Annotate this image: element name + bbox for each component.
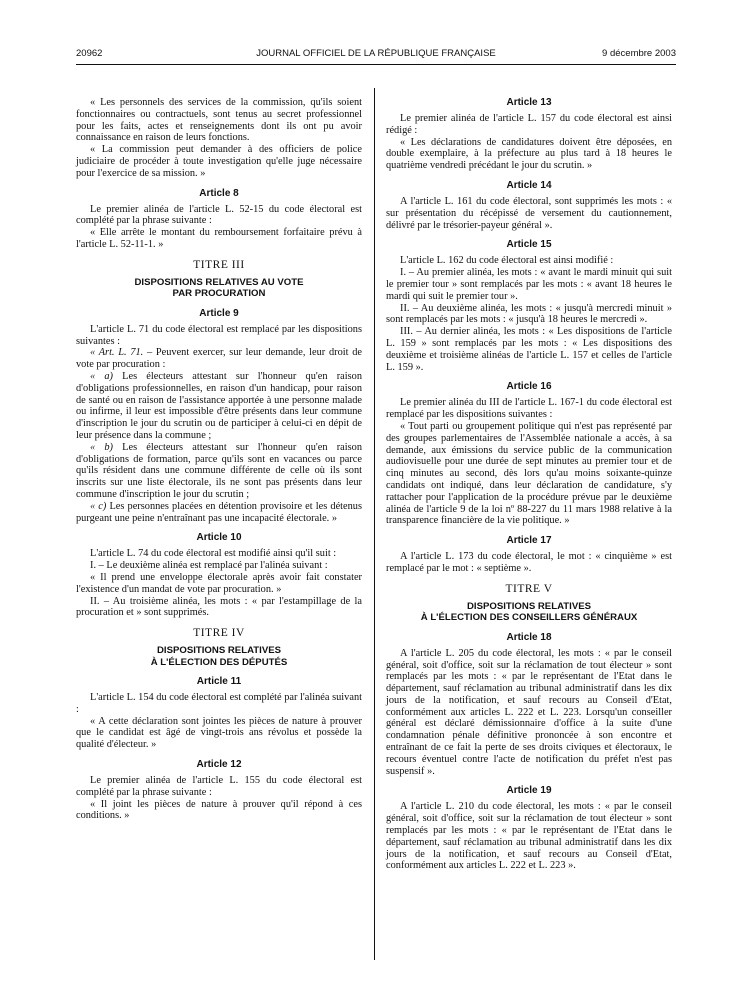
article-12-heading: Article 12 bbox=[196, 759, 242, 771]
article-17-heading: Article 17 bbox=[506, 535, 552, 547]
paragraph: « Elle arrête le montant du remboursement forfaitaire prévu à l'article L. 52-11-1. » bbox=[76, 227, 362, 250]
titre-5-heading: TITRE V bbox=[505, 582, 553, 595]
subtitle-line: À L'ÉLECTION DES DÉPUTÉS bbox=[150, 656, 288, 668]
left-column bbox=[76, 97, 362, 822]
subtitle-line: PAR PROCURATION bbox=[172, 288, 266, 300]
subtitle-line: DISPOSITIONS RELATIVES AU VOTE bbox=[134, 276, 304, 288]
paragraph: Le premier alinéa de l'article L. 157 du code électoral est ainsi rédigé : bbox=[386, 113, 672, 136]
paragraph bbox=[76, 501, 362, 525]
italic-ref: « a) bbox=[90, 370, 113, 382]
titre-3-heading: TITRE III bbox=[193, 258, 245, 271]
paragraph: Le premier alinéa de l'article L. 155 du code électoral est complété par la phrase suivante : bbox=[76, 775, 362, 798]
article-15-heading: Article 15 bbox=[506, 239, 552, 251]
paragraph: « A cette déclaration sont jointes les pièces de nature à prouver que le candidat est âgé de vingt-trois ans révolus et possède la qualité d'électeur. » bbox=[76, 715, 362, 751]
text: – Peuvent exercer, sur leur demande, leur droit de vote par procuration : bbox=[76, 347, 362, 371]
paragraph: L'article L. 74 du code électoral est modifié ainsi qu'il suit : bbox=[90, 548, 337, 560]
paragraph: « Les déclarations de candidatures doivent être déposées, en double exemplaire, à la préfecture au plus tard à 18 heures le quatrième vendredi précédant le jour du scrutin. » bbox=[386, 136, 672, 172]
subtitle-line: DISPOSITIONS RELATIVES bbox=[466, 600, 592, 612]
text: Les électeurs attestant sur l'honneur qu'en raison d'obligations de formation, parce qu'ils sont en vacances ou parce qu'ils résident dans une commune différente de celle où ils sont inscrits sur une liste électorale, ils ne sont pas présents dans leur commune d'inscription le jour du scrutin ; bbox=[76, 441, 363, 500]
titre-4-heading: TITRE IV bbox=[193, 627, 245, 640]
article-18-heading: Article 18 bbox=[506, 631, 552, 643]
titre-3-subtitle bbox=[76, 277, 362, 300]
header-rule bbox=[76, 64, 676, 65]
paragraph: A l'article L. 161 du code électoral, sont supprimés les mots : « sur présentation du récépissé de versement du cautionnement, délivré par le trésorier-payeur général ». bbox=[386, 195, 672, 231]
article-14-heading: Article 14 bbox=[506, 179, 552, 191]
paragraph: « Il prend une enveloppe électorale après avoir fait constater l'existence d'un mandat de vote par procuration. » bbox=[76, 571, 362, 595]
paragraph: Le premier alinéa de l'article L. 52-15 du code électoral est complété par la phrase suivante : bbox=[76, 203, 362, 227]
paragraph: A l'article L. 205 du code électoral, les mots : « par le conseil général, soit d'office, soit sur la réclamation de tout électeur » sont remplacés par les mots : « par le représentant de l'Etat dans le département, sauf réclamation au tribunal administratif dans les dix jours de la notification, et sauf recours au Conseil d'Etat, conformément aux articles L. 222 et L. 223. Lorsqu'un conseiller général est déclaré démissionnaire d'office à la suite d'une condamnation pénale définitive prononcée à son encontre et entraînant de ce fait la perte de ses droits civiques et électoraux, le recours éventuel contre l'acte de notification du préfet n'est pas suspensif ». bbox=[386, 647, 672, 777]
article-16-heading: Article 16 bbox=[506, 381, 552, 393]
paragraph bbox=[76, 371, 362, 442]
subtitle-line: À L'ÉLECTION DES CONSEILLERS GÉNÉRAUX bbox=[420, 612, 638, 624]
italic-ref: « c) bbox=[90, 500, 107, 512]
article-8-heading: Article 8 bbox=[199, 187, 239, 199]
article-10-heading: Article 10 bbox=[196, 532, 242, 544]
article-19-heading: Article 19 bbox=[506, 785, 552, 797]
page-header bbox=[76, 48, 676, 62]
paragraph: L'article L. 162 du code électoral est ainsi modifié : bbox=[400, 255, 614, 267]
article-11-heading: Article 11 bbox=[196, 676, 242, 688]
column-divider bbox=[374, 88, 375, 960]
italic-ref: « b) bbox=[90, 441, 113, 453]
page-number: 20962 bbox=[76, 48, 103, 59]
subtitle-line: DISPOSITIONS RELATIVES bbox=[156, 645, 282, 657]
paragraph: II. – Au deuxième alinéa, les mots : « jusqu'à mercredi minuit » sont remplacés par les mots : « jusqu'à 18 heures le mercredi ». bbox=[386, 302, 672, 326]
paragraph: A l'article L. 173 du code électoral, le mot : « cinquième » est remplacé par le mot : « septième ». bbox=[386, 551, 672, 574]
paragraph: A l'article L. 210 du code électoral, les mots : « par le conseil général, soit d'office, soit sur la réclamation de tout électeur » sont remplacés par les mots : « par le représentant de l'Etat dans le département, sauf réclamation au tribunal administratif dans les dix jours de la notification, et sauf recours au Conseil d'Etat, conformément aux articles L. 222 et L. 223 ». bbox=[386, 801, 672, 872]
italic-ref: « Art. L. 71. bbox=[90, 347, 144, 359]
journal-title: JOURNAL OFFICIEL DE LA RÉPUBLIQUE FRANÇAISE bbox=[256, 48, 496, 59]
paragraph bbox=[76, 347, 362, 371]
paragraph: L'article L. 154 du code électoral est complété par l'alinéa suivant : bbox=[76, 692, 362, 715]
paragraph: II. – Au troisième alinéa, les mots : « par l'estampillage de la procuration et » sont supprimés. bbox=[76, 595, 362, 619]
paragraph bbox=[76, 442, 362, 501]
text: Les personnes placées en détention provisoire et les détenus purgeant une peine n'entraînant pas une incapacité électorale. » bbox=[76, 500, 362, 524]
titre-5-subtitle bbox=[386, 601, 672, 624]
paragraph: « Il joint les pièces de nature à prouver qu'il répond à ces conditions. » bbox=[76, 798, 362, 822]
paragraph: Le premier alinéa du III de l'article L. 167-1 du code électoral est remplacé par les dispositions suivantes : bbox=[386, 397, 672, 421]
paragraph: « Tout parti ou groupement politique qui n'est pas représenté par des groupes parlementaires de l'Assemblée nationale a accès, à sa demande, aux émissions du service public de la communication audiovisuelle pour une durée de sept minutes au premier tour et de cinq minutes au second, dès lors qu'au moins soixante-quinze candidats ont indiqué, dans leur déclaration de candidature, s'y rattacher pour l'application de la procédure prévue par le deuxième alinéa de l'article 9 de la loi nº 88-227 du 11 mars 1988 relative à la transparence financière de la vie politique. » bbox=[386, 420, 672, 527]
paragraph: L'article L. 71 du code électoral est remplacé par les dispositions suivantes : bbox=[76, 323, 362, 347]
paragraph: « La commission peut demander à des officiers de police judiciaire de procéder à toute investigation qu'elle juge nécessaire pour l'exercice de sa mission. » bbox=[76, 144, 362, 179]
paragraph: I. – Le deuxième alinéa est remplacé par l'alinéa suivant : bbox=[90, 560, 328, 572]
titre-4-subtitle bbox=[76, 645, 362, 668]
right-column bbox=[386, 97, 672, 872]
paragraph: « Les personnels des services de la commission, qu'ils soient fonctionnaires ou contractuels, sont tenus au secret professionnel pour les faits, actes et renseignements dont ils ont pu avoir connaissance en raison de leurs fonctions. bbox=[76, 97, 362, 144]
paragraph: III. – Au dernier alinéa, les mots : « Les dispositions de l'article L. 159 » sont remplacés par les mots : « Les dispositions des deuxième et troisième alinéas de l'article L. 157 et celles de l'article L. 159 ». bbox=[386, 326, 672, 373]
paragraph: I. – Au premier alinéa, les mots : « avant le mardi minuit qui suit le premier tour » sont remplacés par les mots : « avant 18 heures le mardi qui suit le premier tour ». bbox=[386, 267, 672, 302]
article-9-heading: Article 9 bbox=[199, 307, 239, 319]
issue-date: 9 décembre 2003 bbox=[602, 48, 676, 59]
article-13-heading: Article 13 bbox=[506, 97, 552, 108]
text: Les électeurs attestant sur l'honneur qu'en raison d'obligations professionnelles, en raison d'un handicap, pour raison de santé ou en raison de l'assistance apportée à une personne malade ou infirme, il leur est impossible d'être présents dans leur commune d'inscription le jour du scrutin ou de participer à celui-ci en dépit de leur présence dans la commune ; bbox=[76, 370, 363, 441]
